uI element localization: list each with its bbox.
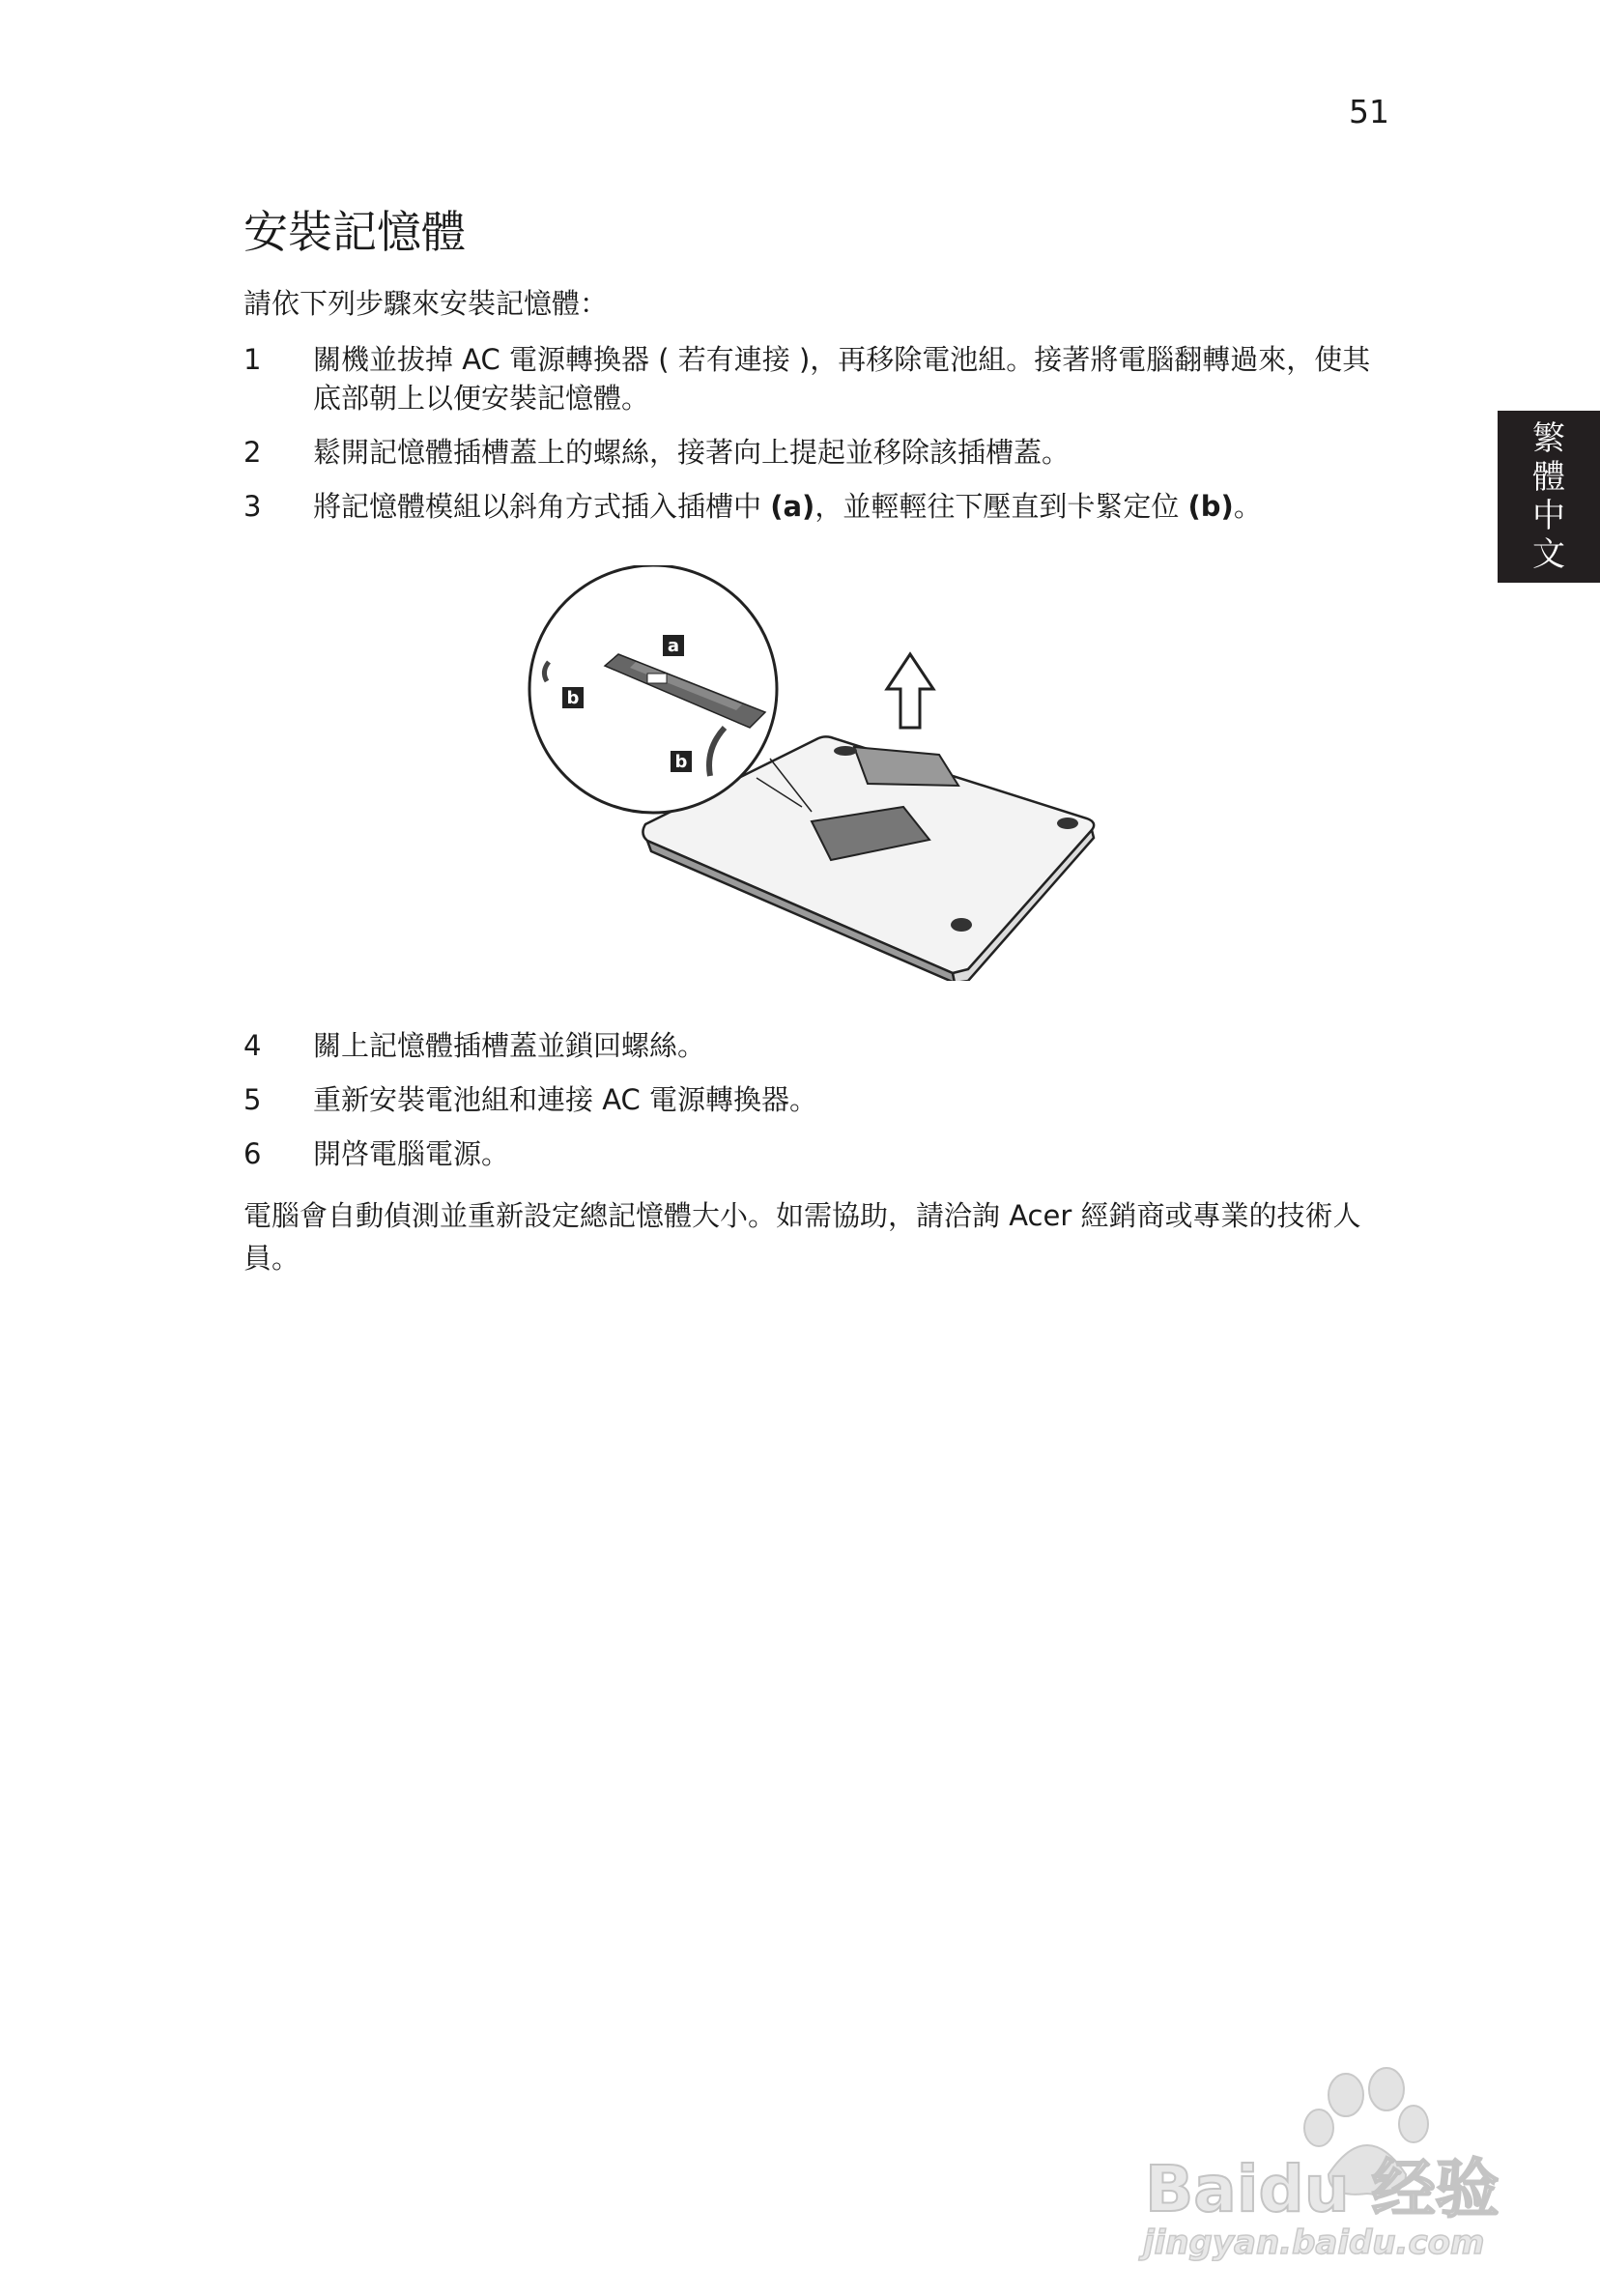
- callout-text: b: [566, 688, 580, 708]
- step-text: 關機並拔掉 AC 電源轉換器 ( 若有連接 )，再移除電池組。接著將電腦翻轉過來，使其底部朝上以便安裝記憶體。: [313, 343, 1371, 415]
- memory-install-illustration: [522, 565, 1111, 981]
- step-text: [313, 487, 1384, 526]
- step-item: [243, 433, 1384, 472]
- step-item: [243, 1026, 1384, 1065]
- step-text-part: 。: [1233, 490, 1262, 523]
- step-text: 開啓電腦電源。: [313, 1137, 510, 1170]
- step-text: 重新安裝電池組和連接 AC 電源轉換器。: [313, 1083, 818, 1116]
- callout-text: b: [674, 752, 688, 772]
- step-number: 1: [243, 343, 262, 376]
- baidu-watermark-logo: [1126, 2039, 1512, 2261]
- intro-text: 請依下列步驟來安裝記憶體：: [243, 287, 609, 320]
- step-text-part: 將記憶體模組以斜角方式插入插槽中: [313, 490, 771, 523]
- step-text: 鬆開記憶體插槽蓋上的螺絲，接著向上提起並移除該插槽蓋。: [313, 436, 1071, 469]
- step-item: [243, 487, 1384, 526]
- watermark-brand: Baidu 经验: [1145, 2152, 1500, 2226]
- step-item: [243, 1080, 1384, 1119]
- callout-label-b: [671, 751, 692, 772]
- language-tab-char: 繁: [1532, 419, 1565, 458]
- language-tab-char: 體: [1532, 458, 1565, 497]
- callout-ref-a: (a): [770, 490, 815, 523]
- memory-cover: [854, 747, 958, 786]
- callout-label-a: [663, 635, 684, 656]
- step-item: [243, 1134, 1384, 1173]
- page-number: 51: [1349, 93, 1389, 130]
- callout-text: a: [667, 636, 680, 656]
- lift-arrow-icon: [887, 654, 933, 728]
- section-title: 安裝記憶體: [243, 206, 466, 258]
- step-number: 6: [243, 1137, 262, 1170]
- language-tab: [1498, 411, 1600, 583]
- language-tab-char: 中: [1532, 497, 1565, 535]
- step-number: 4: [243, 1029, 262, 1062]
- watermark-url: jingyan.baidu.com: [1143, 2224, 1485, 2261]
- language-tab-char: 文: [1532, 535, 1565, 574]
- step-number: 3: [243, 490, 262, 523]
- step-item: [243, 340, 1384, 417]
- step-text: 關上記憶體插槽蓋並鎖回螺絲。: [313, 1029, 706, 1062]
- callout-label-b: [562, 687, 584, 708]
- step-text-part: ，並輕輕往下壓直到卡緊定位: [814, 490, 1188, 523]
- callout-ref-b: (b): [1187, 490, 1234, 523]
- step-number: 2: [243, 436, 262, 469]
- step-number: 5: [243, 1083, 262, 1116]
- closing-paragraph: 電腦會自動偵測並重新設定總記憶體大小。如需協助，請洽詢 Acer 經銷商或專業的技術人員。: [243, 1199, 1361, 1275]
